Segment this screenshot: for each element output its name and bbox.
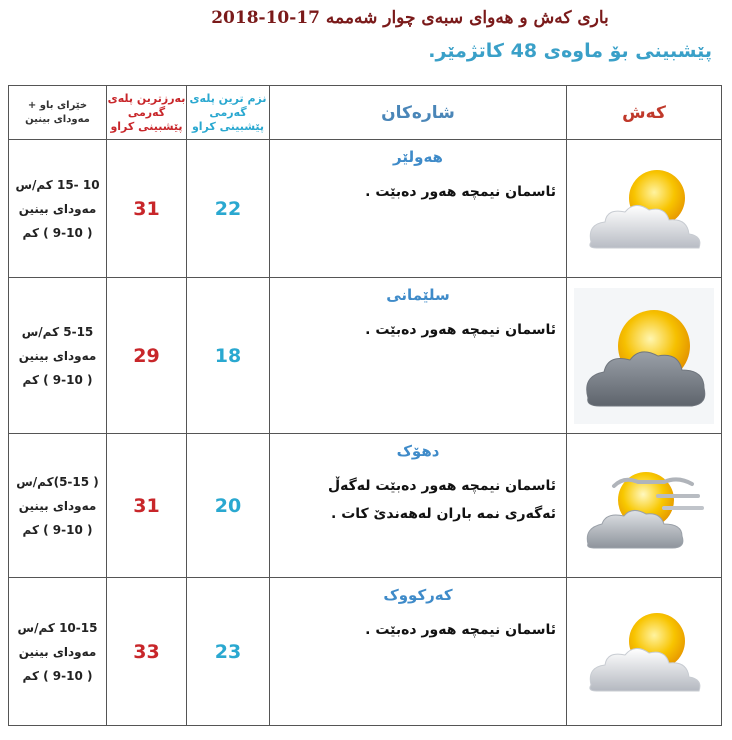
visibility-range: ( 9-10 ) کم	[22, 522, 93, 537]
visibility-range: ( 9-10 ) کم	[22, 668, 93, 683]
min-temp: 22	[187, 140, 270, 278]
max-temp: 29	[107, 278, 187, 434]
city-cell	[270, 278, 567, 434]
table-row	[9, 434, 722, 578]
min-temp: 23	[187, 578, 270, 726]
visibility-label: مەودای بینین	[18, 644, 97, 659]
forecast-table	[8, 85, 722, 726]
city-name: دهۆک	[396, 442, 440, 460]
forecast-subtitle: پێشبینی بۆ ماوەی 48 کاتژمێر.	[428, 40, 712, 62]
header-weather: کەش	[567, 86, 722, 140]
city-cell	[270, 140, 567, 278]
table-row	[9, 140, 722, 278]
weather-description: ئاسمان نیمچە هەور دەبێت .	[365, 622, 556, 638]
min-temp: 20	[187, 434, 270, 578]
sun-behind-cloud-icon	[579, 607, 709, 697]
weather-icon-cell	[567, 578, 722, 726]
max-temp: 31	[107, 434, 187, 578]
table-row	[9, 578, 722, 726]
table-header-row	[9, 86, 722, 140]
sun-fog-cloud-icon	[574, 456, 714, 556]
sun-behind-cloud-icon	[579, 164, 709, 254]
wind-speed: ( 5-15)کم/س	[16, 474, 99, 489]
max-temp: 31	[107, 140, 187, 278]
min-temp: 18	[187, 278, 270, 434]
wind-speed: 5-15 کم/س	[21, 324, 94, 339]
header-min-temp: نزم ترین پلەی گەرمی پێشبینی کراو	[187, 86, 270, 140]
visibility-range: ( 9-10 ) کم	[22, 372, 93, 387]
header-max-temp: بەرزترین پلەی گەرمی پێشبینی کراو	[107, 86, 187, 140]
wind-visibility-cell	[9, 578, 107, 726]
wind-visibility-cell	[9, 278, 107, 434]
visibility-label: مەودای بینین	[18, 201, 97, 216]
wind-visibility-cell	[9, 140, 107, 278]
weather-description: ئاسمان نیمچە هەور دەبێت .	[365, 322, 556, 338]
city-cell	[270, 578, 567, 726]
weather-description: ئاسمان نیمچە هەور دەبێت .	[365, 184, 556, 200]
sun-dark-cloud-icon	[574, 288, 714, 424]
weather-icon-cell	[567, 278, 722, 434]
city-name: هەولێر	[393, 148, 443, 166]
table-row	[9, 278, 722, 434]
header-wind: خێرای باو + مەودای بینین	[9, 86, 107, 140]
wind-speed: 10-15 کم/س	[17, 620, 98, 635]
header-cities: شارەکان	[270, 86, 567, 140]
visibility-label: مەودای بینین	[18, 348, 97, 363]
wind-visibility-cell	[9, 434, 107, 578]
city-name: کەرکووک	[383, 586, 453, 604]
visibility-label: مەودای بینین	[18, 498, 97, 513]
weather-icon-cell	[567, 434, 722, 578]
city-cell	[270, 434, 567, 578]
visibility-range: ( 9-10 ) کم	[22, 225, 93, 240]
city-name: سلێمانی	[386, 286, 450, 304]
page-title: باری کەش و هەوای سبەی چوار شەممە 17-10-2018	[211, 8, 609, 28]
weather-icon-cell	[567, 140, 722, 278]
max-temp: 33	[107, 578, 187, 726]
wind-speed: 10 -15 کم/س	[15, 177, 100, 192]
weather-description: ئاسمان نیمچە هەور دەبێت لەگەڵ ئەگەری نمە باران لەهەندێ کات .	[327, 478, 556, 522]
